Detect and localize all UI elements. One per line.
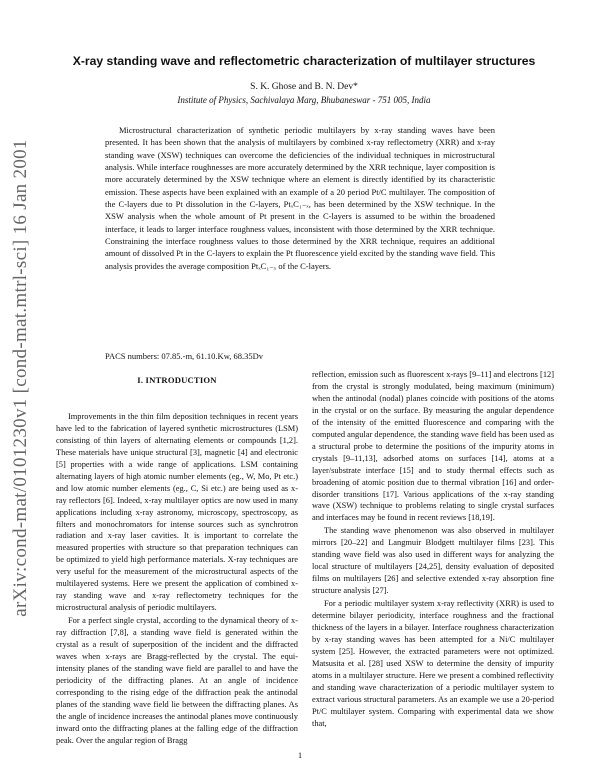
paragraph: The standing wave phenomenon was also observed in multilayer mirrors [20–22] and Langmuir Blodgett multilayer films [23]. This standing wave field was also used in different ways for analyzing the local structure of multilayers [24,25], density evaluation of deposited films on multilayers [26] and selective extended x-ray absorption fine structure analysis [27]. [312,526,554,596]
left-column [56,375,298,747]
arxiv-identifier: arXiv:cond-mat/0101230v1 [cond-mat.mtrl-sci] 16 Jan 2001 [10,139,31,617]
paragraph: Improvements in the thin film deposition techniques in recent years have led to the fabrication of layered synthetic microstructures (LSM) consisting of thin layers of alternating elements or compounds [1,2]. These materials have unique structural [3], magnetic [4] and electronic [5] properties with a wide range of applications. LSM containing alternating layers of high atomic number elements (eg., W, Mo, Pt etc.) and low atomic number elements (eg., C, Si etc.) are being used as x-ray reflectors [6]. Indeed, x-ray multilayer optics are now used in many applications including x-ray astronomy, microscopy, spectroscopy, as filters and monochromators for intense sources such as synchrotron radiation and x-ray laser cavities. It is important to correlate the measured properties with structure so that preparation techniques can be optimized to yield high performance materials. X-ray techniques are very useful for the measurement of the microstructural aspects of the multilayered systems. Here we present the application of combined x-ray standing wave and x-ray reflectometry techniques for the microstructural analysis of periodic multilayers. [56,411,298,613]
pacs-numbers: PACS numbers: 07.85.-m, 61.10.Kw, 68.35Dv [105,351,264,361]
author-affiliation: Institute of Physics, Sachivalaya Marg, Bhubaneswar - 751 005, India [177,95,431,105]
page-number: 1 [297,750,303,760]
arxiv-sidebar [4,128,38,628]
paper-authors: S. K. Ghose and B. N. Dev* [250,82,358,92]
paragraph: For a periodic multilayer system x-ray reflectivity (XRR) is used to determine bilayer periodicity, interface roughness and the fractional thickness of the layers in a bilayer. Interface roughness characterization by x-ray standing waves has been attempted for a Ni/C multilayer system [25]. However, the extracted parameters were not optimized. Matsusita et al. [28] used XSW to determine the density of impurity atoms in a multilayer structure. Here we present a combined reflectivity and standing wave characterization of a periodic multilayer system to extract various structural parameters. As an example we use a 20-period Pt/C multilayer system. Comparing with experimental data we show that, [312,599,554,728]
section-heading: I. INTRODUCTION [137,375,217,385]
right-column [312,369,554,730]
paragraph: reflection, emission such as fluorescent x-rays [9–11] and electrons [12] from the crystal is strongly modulated, being maximum (minimum) when the antinodal (nodal) planes coincide with positions of the atoms in the crystal or on the surface. By measuring the angular dependence of the intensity of the emitted fluorescence and comparing with the computed angular dependence, the standing wave field has been used as a structural probe to determine the positions of the impurity atoms in crystals [9–11,13], adsorbed atoms on surfaces [14], atoms at a layer/substrate interface [15] and to study thermal effects such as broadening of atomic position due to thermal vibration [16] and order-disorder transitions [17]. Various applications of the x-ray standing wave (XSW) technique to problems relating to single crystal surfaces and interfaces may be found in recent reviews [18,19]. [312,370,554,523]
abstract: Microstructural characterization of synthetic periodic multilayers by x-ray standing waves have been presented. It has been shown that the analysis of multilayers by combined x-ray reflectometry (XRR) and x-ray standing wave (XSW) techniques can overcome the deficiencies of the individual techniques in microstructural analysis. While interface roughnesses are more accurately determined by the XRR technique, layer composition is more accurately determined by the XSW technique where an element is directly identified by its characteristic emission. These aspects have been explained with an example of a 20 period Pt/C multilayer. The composition of the C-layers due to Pt dissolution in the C-layers, PtₓC₁₋ₓ, has been determined by the XSW technique. In the XSW analysis when the whole amount of Pt present in the C-layers is assumed to be within the broadened interface, it leads to larger interface roughness values, inconsistent with those determined by the XRR technique. Constraining the interface roughness values to those determined by the XRR technique, requires an additional amount of dissolved Pt in the C-layers to explain the Pt fluorescence yield excited by the standing wave field. This analysis provides the average composition PtₓC₁₋ₓ of the C-layers. [105,125,495,271]
paper-title: X-ray standing wave and reflectometric characterization of multilayer structures [72,54,536,68]
paragraph: For a perfect single crystal, according to the dynamical theory of x-ray diffraction [7,8], a standing wave field is generated within the crystal as a result of superposition of the incident and the diffracted waves when x-rays are Bragg-reflected by the crystal. The equi-intensity planes of the standing wave field are parallel to and have the periodicity of the diffracting planes. At an angle of incidence corresponding to the rising edge of the diffraction peak the antinodal planes of the standing wave field lie between the diffracting planes. As the angle of incidence increases the antinodal planes move continuously inward onto the diffracting planes at the falling edge of the diffraction peak. Over the angular region of Bragg [56,616,298,745]
